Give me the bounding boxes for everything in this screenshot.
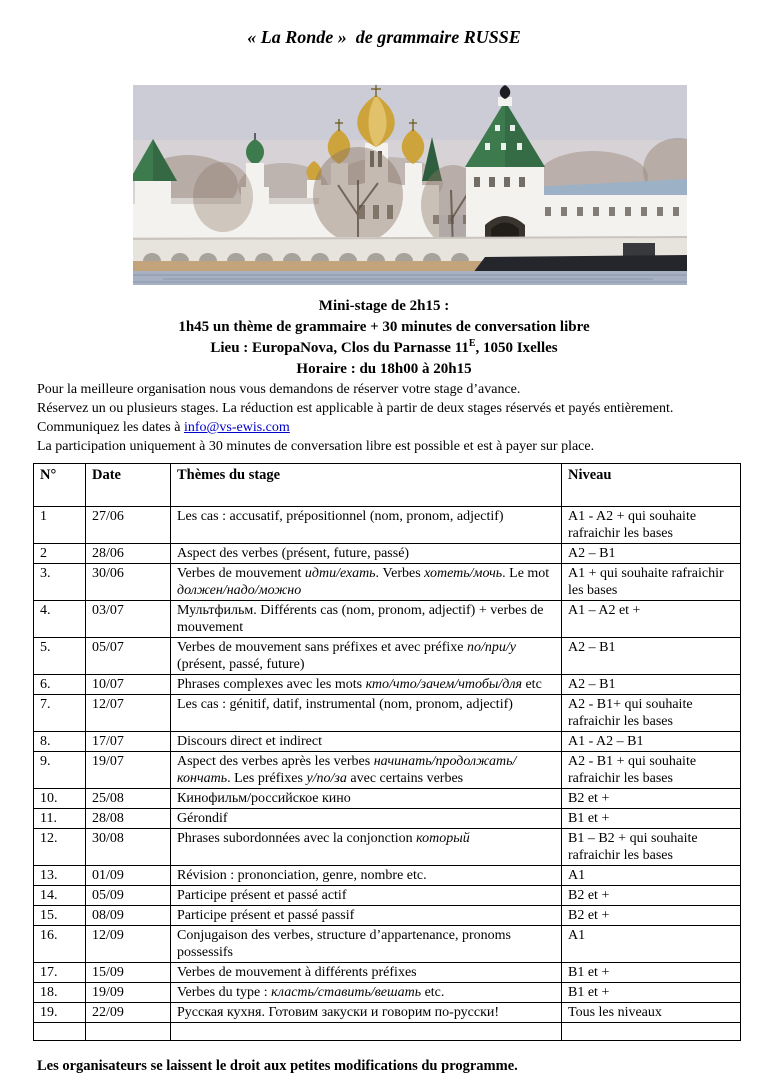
theme-text: Phrases complexes avec les mots (177, 677, 366, 692)
theme-text: Verbes de mouvement sans préfixes et avec préfixe (177, 640, 467, 655)
cell-num: 2 (34, 544, 86, 564)
cell-niveau: B2 et + (562, 906, 741, 926)
table-row (34, 732, 741, 752)
info-line-format: 1h45 un thème de grammaire + 30 minutes de conversation libre (178, 319, 590, 335)
cell-niveau: A2 - B1 + qui souhaite rafraichir les bases (562, 752, 741, 789)
table-row (34, 963, 741, 983)
theme-text: Discours direct et indirect (177, 734, 323, 749)
cell-theme (171, 732, 562, 752)
cell-niveau: A2 - B1+ qui souhaite rafraichir les bases (562, 695, 741, 732)
cell-theme (171, 963, 562, 983)
table-row (34, 829, 741, 866)
table-row (34, 638, 741, 675)
cell-num: 12. (34, 829, 86, 866)
cell-date: 05/09 (86, 886, 171, 906)
info-line-location: Lieu : EuropaNova, Clos du Parnasse $11^E$, 1050 Ixelles (210, 338, 558, 356)
cell-date: 28/08 (86, 809, 171, 829)
russian-term: у/по/за (306, 771, 347, 786)
cell-num: 7. (34, 695, 86, 732)
cell-num (34, 1023, 86, 1041)
cell-niveau: B1 – B2 + qui souhaite rafraichir les bases (562, 829, 741, 866)
theme-text: Мультфильм. Différents cas (nom, pronom, adjectif) + verbes de mouvement (177, 603, 544, 635)
cell-num: 13. (34, 866, 86, 886)
cell-num: 4. (34, 601, 86, 638)
superscript-e: E (468, 338, 476, 349)
info-line-duration: Mini-stage de 2h15 : (318, 298, 450, 314)
theme-text: Phrases subordonnées avec la conjonction (177, 831, 417, 846)
cell-num: 5. (34, 638, 86, 675)
header-theme: Thèmes du stage (171, 464, 562, 507)
email-link[interactable]: info@vs-ewis.com (183, 420, 290, 435)
theme-text: Verbes de mouvement (177, 566, 305, 581)
theme-text: Verbes de mouvement à différents préfixes (177, 965, 417, 980)
cell-date: 30/06 (86, 564, 171, 601)
table-header-row (34, 464, 741, 507)
cell-theme (171, 601, 562, 638)
table-row (34, 926, 741, 963)
cell-niveau: A1 - A2 + qui souhaite rafraichir les bases (562, 507, 741, 544)
theme-text: avec certains verbes (346, 771, 464, 786)
theme-text: Participe présent et passé passif (177, 908, 355, 923)
paragraph-reduction: Réservez un ou plusieurs stages. La réduction est applicable à partir de deux stages réservés et payés entièrement. Communiquez les dates à info@vs-ewis.com (37, 401, 674, 435)
cell-niveau: Tous les niveaux (562, 1003, 741, 1023)
cell-date: 05/07 (86, 638, 171, 675)
theme-text: Les cas : génitif, datif, instrumental (nom, pronom, adjectif) (177, 697, 513, 712)
theme-text: Кинофильм/российское кино (177, 791, 351, 806)
cell-date: 01/09 (86, 866, 171, 886)
cell-date: 19/07 (86, 752, 171, 789)
cell-num: 14. (34, 886, 86, 906)
cell-theme (171, 695, 562, 732)
cell-theme (171, 926, 562, 963)
cell-date: 10/07 (86, 675, 171, 695)
cell-num: 10. (34, 789, 86, 809)
cell-theme (171, 638, 562, 675)
russian-term: начинать/продолжать/кончать (177, 754, 517, 786)
cell-theme (171, 809, 562, 829)
table-row (34, 695, 741, 732)
cell-niveau: B1 et + (562, 963, 741, 983)
theme-text: etc. (421, 985, 445, 1000)
cell-num: 8. (34, 732, 86, 752)
theme-text: Aspect des verbes (présent, future, passé) (177, 546, 410, 561)
cell-niveau: A1 (562, 866, 741, 886)
table-row (34, 1003, 741, 1023)
cell-theme (171, 544, 562, 564)
stage-schedule-table (33, 463, 741, 1041)
cell-theme (171, 906, 562, 926)
theme-text: etc (521, 677, 542, 692)
russian-term: по/при/у (467, 640, 516, 655)
cell-niveau: A1 + qui souhaite rafraichir les bases (562, 564, 741, 601)
cell-niveau: A2 – B1 (562, 544, 741, 564)
cell-date: 08/09 (86, 906, 171, 926)
cell-theme (171, 675, 562, 695)
cell-num: 15. (34, 906, 86, 926)
cell-num: 3. (34, 564, 86, 601)
table-row (34, 752, 741, 789)
cell-theme (171, 983, 562, 1003)
cell-niveau: A2 – B1 (562, 675, 741, 695)
russian-term: хотеть/мочь (424, 566, 503, 581)
cell-date: 25/08 (86, 789, 171, 809)
theme-text: Les cas : accusatif, prépositionnel (nom, pronom, adjectif) (177, 509, 504, 524)
table-row (34, 507, 741, 544)
table-row (34, 906, 741, 926)
cell-theme (171, 1003, 562, 1023)
cell-theme (171, 886, 562, 906)
table-row (34, 983, 741, 1003)
header-niveau: Niveau (562, 464, 741, 507)
theme-text: . Les préfixes (227, 771, 307, 786)
header-date: Date (86, 464, 171, 507)
cell-theme (171, 1023, 562, 1041)
theme-text: (présent, passé, future) (177, 657, 305, 672)
cell-date: 17/07 (86, 732, 171, 752)
cell-date: 12/07 (86, 695, 171, 732)
info-line-schedule: Horaire : du 18h00 à 20h15 (296, 361, 472, 377)
russian-term: идти/ехать (304, 566, 376, 581)
cell-date: 22/09 (86, 1003, 171, 1023)
russian-term: должен/надо/можно (177, 583, 302, 598)
water (133, 271, 687, 285)
cell-theme (171, 752, 562, 789)
theme-text: Русская кухня. Готовим закуски и говорим по-русски! (177, 1005, 500, 1020)
stage-table-body (34, 507, 741, 1041)
table-row (34, 789, 741, 809)
cell-date: 03/07 (86, 601, 171, 638)
cell-theme (171, 829, 562, 866)
table-row (34, 564, 741, 601)
cell-niveau: A2 – B1 (562, 638, 741, 675)
cell-num: 6. (34, 675, 86, 695)
table-row (34, 601, 741, 638)
cell-date: 19/09 (86, 983, 171, 1003)
cell-niveau (562, 1023, 741, 1041)
theme-text: . Le mot (502, 566, 550, 581)
cell-date: 12/09 (86, 926, 171, 963)
cell-niveau: B1 et + (562, 809, 741, 829)
cell-date: 27/06 (86, 507, 171, 544)
theme-text: Participe présent et passé actif (177, 888, 347, 903)
theme-text: Conjugaison des verbes, structure d’appartenance, pronoms possessifs (177, 928, 511, 960)
page-title: « La Ronde » de grammaire RUSSE (247, 27, 521, 47)
table-row (34, 675, 741, 695)
monastery-photo (133, 85, 687, 285)
cell-num: 1 (34, 507, 86, 544)
theme-text: . Verbes (375, 566, 425, 581)
cell-date: 28/06 (86, 544, 171, 564)
cell-num: 18. (34, 983, 86, 1003)
theme-text: Aspect des verbes après les verbes (177, 754, 374, 769)
intro-paragraphs (37, 380, 743, 456)
stage-info-block (0, 296, 768, 380)
russian-term: кто/что/зачем/чтобы/для (365, 677, 522, 692)
cell-num: 19. (34, 1003, 86, 1023)
header-num: N° (34, 464, 86, 507)
cell-num: 17. (34, 963, 86, 983)
cell-theme (171, 564, 562, 601)
table-row (34, 866, 741, 886)
cell-num: 9. (34, 752, 86, 789)
cell-date (86, 1023, 171, 1041)
paragraph-participation: La participation uniquement à 30 minutes de conversation libre est possible et est à payer sur place. (37, 439, 595, 454)
cell-niveau: B1 et + (562, 983, 741, 1003)
table-row (34, 886, 741, 906)
cell-date: 15/09 (86, 963, 171, 983)
cell-niveau: B2 et + (562, 886, 741, 906)
cell-niveau: B2 et + (562, 789, 741, 809)
cell-num: 16. (34, 926, 86, 963)
theme-text: Gérondif (177, 811, 228, 826)
cell-theme (171, 789, 562, 809)
table-row (34, 809, 741, 829)
theme-text: Verbes du type : (177, 985, 272, 1000)
cell-niveau: A1 – A2 et + (562, 601, 741, 638)
russian-term: класть/ставить/вешать (271, 985, 422, 1000)
cell-num: 11. (34, 809, 86, 829)
cell-date: 30/08 (86, 829, 171, 866)
cell-niveau: A1 (562, 926, 741, 963)
table-row (34, 544, 741, 564)
russian-term: который (416, 831, 470, 846)
cell-theme (171, 507, 562, 544)
paragraph-reservation: Pour la meilleure organisation nous vous demandons de réserver votre stage d’avance. (37, 382, 521, 397)
cell-niveau: A1 - A2 – B1 (562, 732, 741, 752)
table-row-empty (34, 1023, 741, 1041)
monastery-photo-svg (133, 85, 687, 285)
cell-theme (171, 866, 562, 886)
footer-note: Les organisateurs se laissent le droit aux petites modifications du programme. (37, 1058, 518, 1074)
theme-text: Révision : prononciation, genre, nombre etc. (177, 868, 427, 883)
